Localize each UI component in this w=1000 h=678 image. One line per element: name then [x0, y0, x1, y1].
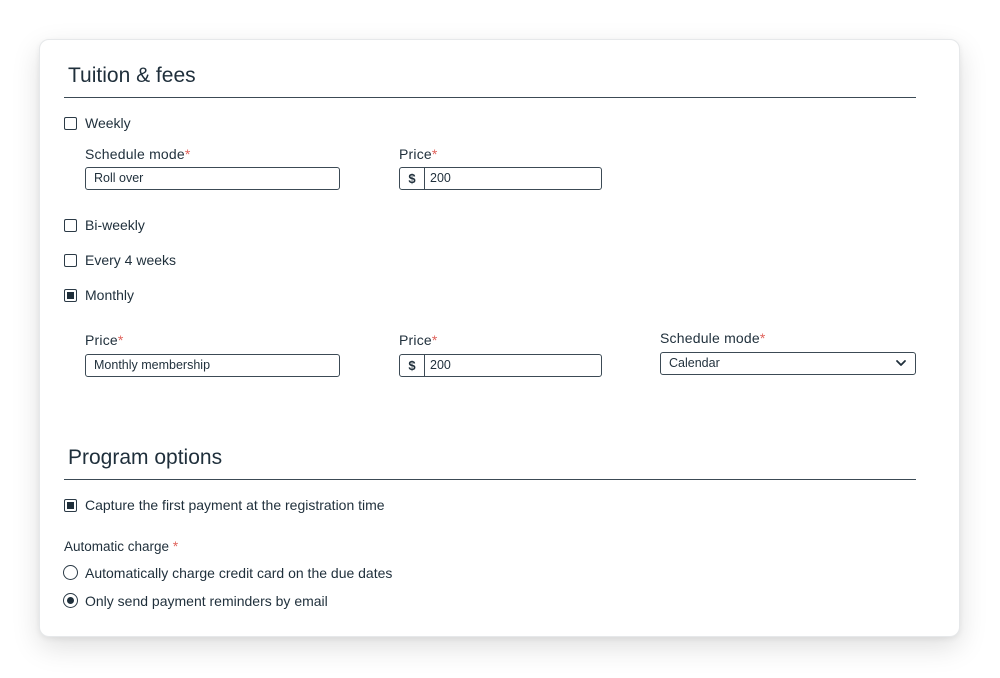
program-section-title: Program options [68, 446, 223, 469]
biweekly-checkbox[interactable] [64, 219, 77, 232]
weekly-schedule-mode-input[interactable]: Roll over [85, 167, 340, 190]
currency-prefix: $ [400, 355, 425, 376]
weekly-label: Weekly [85, 115, 131, 131]
monthly-checkbox[interactable] [64, 289, 77, 302]
monthly-name-label: Price* [85, 332, 124, 348]
every-4-weeks-label: Every 4 weeks [85, 252, 177, 268]
monthly-price-value: 200 [430, 358, 451, 372]
automatic-charge-label: Automatic charge * [64, 539, 179, 554]
weekly-schedule-mode-label: Schedule mode* [85, 146, 191, 162]
monthly-schedule-mode-select[interactable] [660, 352, 916, 375]
chevron-down-icon [895, 357, 907, 369]
program-divider [64, 479, 916, 480]
capture-payment-checkbox[interactable] [64, 499, 77, 512]
every-4-weeks-checkbox[interactable] [64, 254, 77, 267]
currency-prefix: $ [400, 168, 425, 189]
monthly-schedule-mode-label: Schedule mode* [660, 330, 766, 346]
monthly-price-label: Price* [399, 332, 438, 348]
weekly-price-label: Price* [399, 146, 438, 162]
auto-charge-radio[interactable] [63, 565, 78, 580]
weekly-price-input[interactable] [399, 167, 602, 190]
monthly-name-input[interactable]: Monthly membership [85, 354, 340, 377]
weekly-checkbox[interactable] [64, 117, 77, 130]
reminder-email-label: Only send payment reminders by email [85, 593, 328, 609]
monthly-price-input[interactable] [399, 354, 602, 377]
monthly-label: Monthly [85, 287, 135, 303]
biweekly-label: Bi-weekly [85, 217, 145, 233]
capture-payment-label: Capture the first payment at the registration time [85, 497, 385, 513]
auto-charge-label: Automatically charge credit card on the due dates [85, 565, 393, 581]
weekly-price-value: 200 [430, 171, 451, 185]
schedule-mode-selected-value: Calendar [669, 356, 720, 370]
tuition-section-title: Tuition & fees [68, 64, 196, 87]
tuition-divider [64, 97, 916, 98]
reminder-email-radio[interactable] [63, 593, 78, 608]
